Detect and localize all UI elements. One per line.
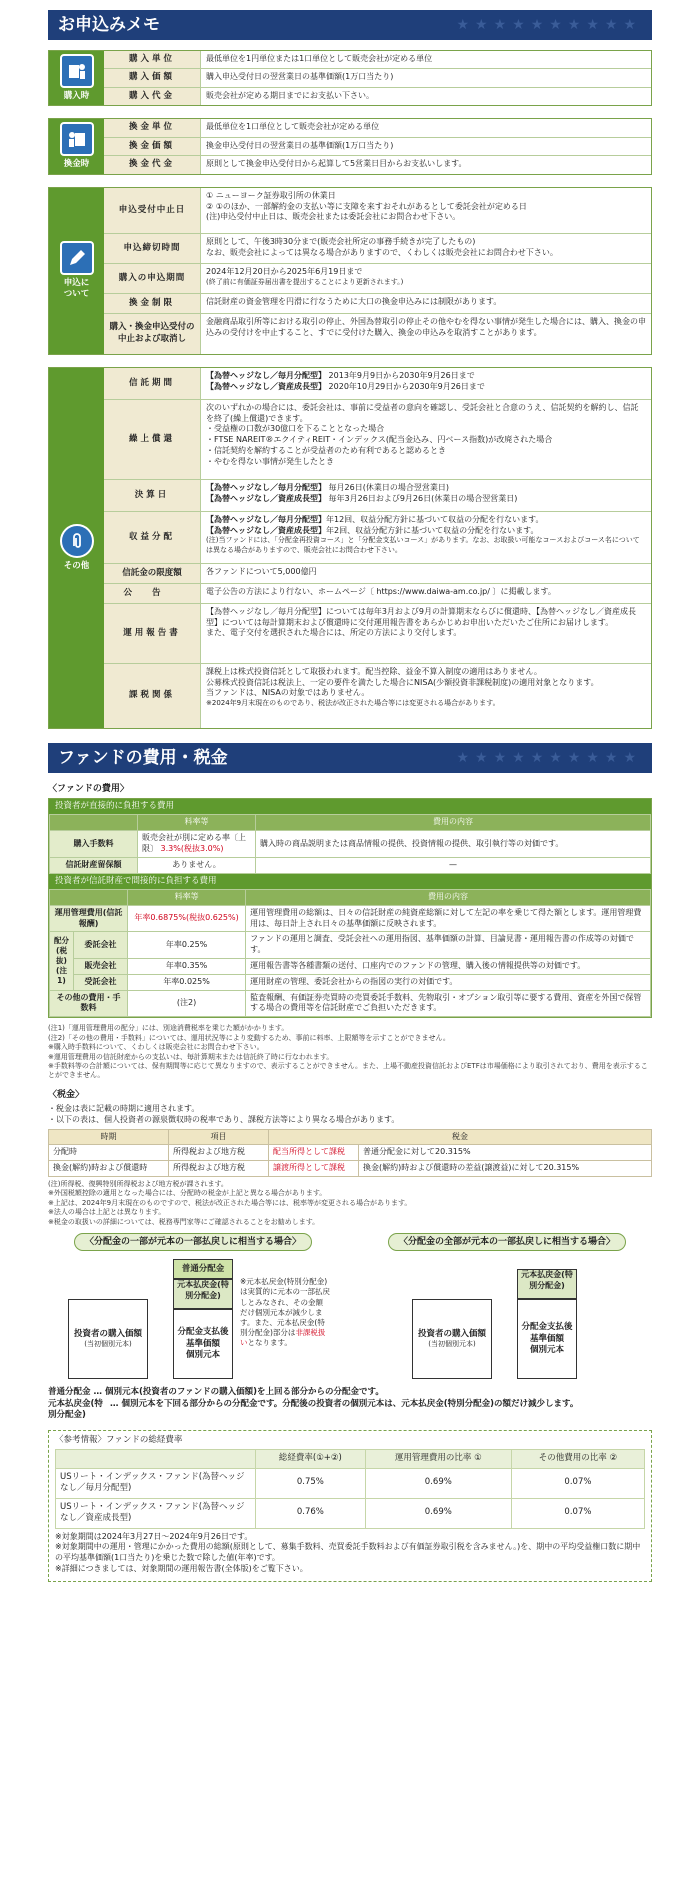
other-row: 決算日 【為替ヘッジなし／毎月分配型】 毎月26日(休業日の場合翌営業日) 【為替ヘッジなし／資産成長型】 毎年3月26日および9月26日(休業日の場合翌営業日) [104,480,651,512]
apply-row: 申込受付中止日 ① ニューヨーク証券取引所の休業日 ② ①のほか、一部解約金の支払い等に支障を来すおそれがあるとして委託会社が定める日 (注)申込受付中止日は、販売会社または委託会社にお問合わせ下さい。 [104,188,651,234]
memo-title: お申込みメモ [58,15,160,35]
other-row: 運用報告書 【為替ヘッジなし／毎月分配型】については毎年3月および9月の計算期末ならびに償還時、【為替ヘッジなし／資産成長型】については毎計算期末および償還時に交付運用報告書をあらかじめお申出いただいたご住所にお届けします。 また、電子交付を選択された場合には、所定の方法により交付します。 [104,604,651,664]
cost-table: 投資者が直接的に負担する費用 料率等 費用の内容 購入手数料 販売会社が別に定める率〔上限〕 3.3%(税抜3.0%) 購入時の商品説明または商品情報の提供、投資情報の提供、取引執行等の対価です。 信託財産留保額 ありません。 — 投資者が信託財産で間接的に負担する費用 料率等 費用の内容 運用管理費用(信託報酬) 年率0.6875%(税抜0.625%) 運用管理費用の総額は、日々の信託財産の純資産総額に対して左記の率を乗じて得た額とします。運用管理費用は、毎日計上され日々の基準価額に反映されます。 配分(税抜)(注1) 委託会社 年率0.25% ファンドの運用と調査、受託会社への運用指図、基準価額の計算、目論見書・運用報告書の作成等の対価です。 販売会社 年率0.35% 運用報告書等各種書類の送付、口座内でのファンドの管理、購入後の情報提供等の対価です。 受託会社 年率0.025% 運用財産の管理、委託会社からの指図の実行の対価です。 その他の費用・手数料 (注2) 監査報酬、有価証券売買時の売買委託手数料、先物取引・オプション取引等に要する費用、資産を外国で保管する場合の費用等を信託財産でご負担いただきます。 [48,798,652,1018]
diagram-left: 〈分配金の一部が元本の一部払戻しに相当する場合〉 投資者の購入価額 (当初個別元本) 普通分配金 元本払戻金(特別分配金) 分配金支払後 基準価額 個別元本 ※元本払戻金(特別分配金)は実質的に元本の一部払戻しとみなされ、その金額だけ個別元本が減少します。また、元本払戻金(特別分配金)部分は非課税扱いとなります。 [48,1233,338,1379]
purchase-row: 購入価額 購入申込受付日の翌営業日の基準価額(1万口当たり) [104,69,651,87]
fee-notes: (注1)「運用管理費用の配分」には、別途消費税率を乗じた額がかかります。 (注2)「その他の費用・手数料」については、運用状況等により変動するため、事前に料率、上限額等を示すことができません。 ※購入時手数料について、くわしくは販売会社にお問合わせ下さい。 ※運用管理費用の信託財産からの支払いは、毎計算期末または信託終了時に行なわれます。 ※手数料等の合計額については、保有期間等に応じて異なりますので、表示することができません。また、上場不動産投資信託およびETFは市場価格により取引されており、費用を表示することができません。 [48,1024,648,1080]
table-row: USリート・インデックス・ファンド(為替ヘッジなし／資産成長型) 0.76% 0.69% 0.07% [56,1498,645,1528]
normal-distribution-box: 普通分配金 [173,1259,233,1279]
diagram-right: 〈分配金の全部が元本の一部払戻しに相当する場合〉 投資者の購入価額 (当初個別元本) 元本払戻金(特別分配金) 分配金支払後 基準価額 個別元本 [362,1233,652,1379]
fees-subtitle: 〈ファンドの費用〉 [48,783,129,794]
table-row: 運用管理費用(信託報酬) 年率0.6875%(税抜0.625%) 運用管理費用の総額は、日々の信託財産の純資産総額に対して左記の率を乗じて得た額とします。運用管理費用は、毎日計上され日々の基準価額に反映されます。 [50,905,651,932]
redeem-icon [60,122,94,156]
refund-box: 元本払戻金(特別分配金) [517,1269,577,1299]
reference-box: 〈参考情報〉ファンドの総経費率 総経費率(①+②) 運用管理費用の比率 ① その他費用の比率 ② USリート・インデックス・ファンド(為替ヘッジなし／毎月分配型) 0.75% 0.69% 0.07% USリート・インデックス・ファンド(為替ヘッジなし／資産成長型) 0.76% 0.69% 0.07% ※対象期間は2024年3月27日～2024年9月26日です。 ※対象期間中の運用・管理にかかった費用の総額(原則として、募集手数料、売買委託手数料および有価証券取引税を含みません。)を、期中の平均受益権口数に期中の平均基準価額(1口当たり)を乗じた数で除した値(年率)です。 ※詳細につきましては、対象期間の運用報告書(全体版)をご覧下さい。 [48,1430,652,1582]
refund-note: ※元本払戻金(特別分配金)は実質的に元本の一部払戻しとみなされ、その金額だけ個別元本が減少します。また、元本払戻金(特別分配金)部分は非課税扱いとなります。 [240,1277,330,1348]
redeem-row: 換金価額 換金申込受付日の翌営業日の基準価額(1万口当たり) [104,138,651,156]
apply-group: 申込に ついて 申込受付中止日 ① ニューヨーク証券取引所の休業日 ② ①のほか、一部解約金の支払い等に支障を来すおそれがあるとして委託会社が定める日 (注)申込受付中止日は、販売会社または委託会社にお問合わせ下さい。 申込締切時間 原則として、午後3時30分まで(販売会社所定の事務手続きが完了したもの) なお、販売会社によっては異なる場合がありますので、くわしくは販売会社にお問合わせ下さい。 購入の申込期間 2024年12月20日から2025年6月19日まで (終了前に有価証券届出書を提出することにより更新されます。) 換金制限 信託財産の資金管理を円滑に行なうために大口の換金申込みには制限があります。 購入・換金申込受付の中止および取消し 金融商品取引所等における取引の停止、外国為替取引の停止その他やむを得ない事情が発生した場合には、購入、換金の申込みの受付けを中止すること、すでに受付けた購入、換金の申込みを取消すことがあります。 [48,187,652,355]
pen-icon [60,241,94,275]
apply-row: 購入・換金申込受付の中止および取消し 金融商品取引所等における取引の停止、外国為替取引の停止その他やむを得ない事情が発生した場合には、購入、換金の申込みの受付けを中止すること、すでに受付けた購入、換金の申込みを取消すことがあります。 [104,314,651,354]
fees-title: ファンドの費用・税金 [58,747,228,768]
apply-row: 購入の申込期間 2024年12月20日から2025年6月19日まで (終了前に有価証券届出書を提出することにより更新されます。) [104,264,651,294]
other-row: 信託金の限度額 各ファンドについて5,000億円 [104,564,651,584]
table-row: 購入手数料 販売会社が別に定める率〔上限〕 3.3%(税抜3.0%) 購入時の商品説明または商品情報の提供、投資情報の提供、取引執行等の対価です。 [50,831,651,858]
purchase-row: 購入代金 販売会社が定める期日までにお支払い下さい。 [104,88,651,105]
redeem-row: 換金代金 原則として換金申込受付日から起算して5営業日目からお支払いします。 [104,156,651,173]
table-row: その他の費用・手数料 (注2) 監査報酬、有価証券売買時の売買委託手数料、先物取引・オプション取引等に要する費用、資産を外国で保管する場合の費用等を信託財産でご負担いただきます。 [50,990,651,1017]
tax-notes: (注)所得税、復興特別所得税および地方税が課されます。 ※外国税額控除の適用となった場合には、分配時の税金が上記と異なる場合があります。 ※上記は、2024年9月末現在のものですので、税法が改正された場合等には、税率等が変更される場合があります。 ※法人の場合は上記とは異なります。 ※税金の取扱いの詳細については、税務専門家等にご確認されることをお勧めします。 [48,1180,412,1226]
other-row: 繰上償還 次のいずれかの場合には、委託会社は、事前に受益者の意向を確認し、受託会社と合意のうえ、信託契約を解約し、信託を終了(繰上償還)できます。 ・受益権の口数が30億口を下ることとなった場合 ・FTSE NAREIT®エクイティREIT・インデックス(配当金込み、円ベース指数)が改廃された場合 ・信託契約を解約することが受益者のため有利であると認めるとき ・やむを得ない事情が発生したとき [104,400,651,480]
fees-banner: ファンドの費用・税金 ★★★★★★★★★★ [48,743,652,773]
redeem-row: 換金単位 最低単位を1口単位として販売会社が定める単位 [104,119,651,137]
purchase-icon [60,54,94,88]
purchase-price-bar: 投資者の購入価額 (当初個別元本) [68,1299,148,1379]
purchase-row: 購入単位 最低単位を1円単位または1口単位として販売会社が定める単位 [104,51,651,69]
purchase-group: 購入時 購入単位 最低単位を1円単位または1口単位として販売会社が定める単位 購入価額 購入申込受付日の翌営業日の基準価額(1万口当たり) 購入代金 販売会社が定める期日までにお支払い下さい。 [48,50,652,106]
table-row: 換金(解約)時および償還時 所得税および地方税 譲渡所得として課税 換金(解約)時および償還時の差益(譲渡益)に対して20.315% [49,1161,652,1177]
apply-row: 申込締切時間 原則として、午後3時30分まで(販売会社所定の事務手続きが完了したもの) なお、販売会社によっては異なる場合がありますので、くわしくは販売会社にお問合わせ下さい。 [104,234,651,264]
after-distribution-bar: 分配金支払後 基準価額 個別元本 [173,1309,233,1379]
table-row: USリート・インデックス・ファンド(為替ヘッジなし／毎月分配型) 0.75% 0.69% 0.07% [56,1468,645,1498]
other-row: 収益分配 【為替ヘッジなし／毎月分配型】年12回、収益分配方針に基づいて収益の分配を行ないます。 【為替ヘッジなし／資産成長型】年2回、収益分配方針に基づいて収益の分配を行ないます。 (注)当ファンドには、「分配金再投資コース」と「分配金支払いコース」があります。なお、お取扱い可能なコースおよびコース名については異なる場合がありますので、販売会社にお問合わせ下さい。 [104,512,651,564]
table-row: 信託財産留保額 ありません。 — [50,857,651,873]
after-distribution-bar: 分配金支払後 基準価額 個別元本 [517,1299,577,1379]
memo-banner: お申込みメモ ★★★★★★★★★★ [48,10,652,40]
other-row: 信託期間 【為替ヘッジなし／毎月分配型】 2013年9月9日から2030年9月26日まで 【為替ヘッジなし／資産成長型】 2020年10月29日から2030年9月26日まで [104,368,651,400]
table-row: 販売会社 年率0.35% 運用報告書等各種書類の送付、口座内でのファンドの管理、購入後の情報提供等の対価です。 [50,959,651,975]
paperclip-icon [60,524,94,558]
purchase-price-bar: 投資者の購入価額 (当初個別元本) [412,1299,492,1379]
tax-table: 時期 項目 税金 分配時 所得税および地方税 配当所得として課税 普通分配金に対して20.315% 換金(解約)時および償還時 所得税および地方税 譲渡所得として課税 換金(解約)時および償還時の差益(譲渡益)に対して20.315% [48,1129,652,1177]
refund-box: 元本払戻金(特別分配金) [173,1279,233,1309]
tax-subtitle: 〈税金〉 [48,1089,85,1100]
diagram-definitions: 普通分配金 … 個別元本(投資者のファンドの購入価額)を上回る部分からの分配金です。 元本払戻金(特別分配金) … 個別元本を下回る部分からの分配金です。分配後の投資者の個別元本は、元本払戻金(特別分配金)の額だけ減少します。 [48,1387,579,1421]
distribution-diagram [48,1233,652,1379]
redeem-group: 換金時 換金単位 最低単位を1口単位として販売会社が定める単位 換金価額 換金申込受付日の翌営業日の基準価額(1万口当たり) 換金代金 原則として換金申込受付日から起算して5営業日目からお支払いします。 [48,118,652,174]
other-row: 公告 電子公告の方法により行ない、ホームページ〔 https://www.daiwa-am.co.jp/ 〕に掲載します。 [104,584,651,604]
apply-row: 換金制限 信託財産の資金管理を円滑に行なうために大口の換金申込みには制限があります。 [104,294,651,314]
table-row: 受託会社 年率0.025% 運用財産の管理、委託会社からの指図の実行の対価です。 [50,974,651,990]
other-group: その他 信託期間 【為替ヘッジなし／毎月分配型】 2013年9月9日から2030年9月26日まで 【為替ヘッジなし／資産成長型】 2020年10月29日から2030年9月26日まで 繰上償還 次のいずれかの場合には、委託会社は、事前に受益者の意向を確認し、受託会社と合意のうえ、信託契約を解約し、信託を終了(繰上償還)できます。 ・受益権の口数が30億口を下ることとなった場合 ・FTSE NAREIT®エクイティREIT・インデックス(配当金込み、円ベース指数)が改廃された場合 ・信託契約を解約することが受益者のため有利であると認めるとき ・やむを得ない事情が発生したとき 決算日 【為替ヘッジなし／毎月分配型】 毎月26日(休業日の場合翌営業日) 【為替ヘッジなし／資産成長型】 毎年3月26日および9月26日(休業日の場合翌営業日) 収益分配 【為替ヘッジなし／毎月分配型】年12回、収益分配方針に基づいて収益の分配を行ないます。 【為替ヘッジなし／資産成長型】年2回、収益分配方針に基づいて収益の分配を行ないます。 (注)当ファンドには、「分配金再投資コース」と「分配金支払いコース」があります。なお、お取扱い可能なコースおよびコース名については異なる場合がありますので、販売会社にお問合わせ下さい。 信託金の限度額 各ファンドについて5,000億円 公告 電子公告の方法により行ない、ホームページ〔 https://www.daiwa-am.co.jp/ 〕に掲載します。 運用報告書 【為替ヘッジなし／毎月分配型】については毎年3月および9月の計算期末ならびに償還時、【為替ヘッジなし／資産成長型】については毎計算期末および償還時に交付運用報告書をあらかじめお申出いただいたご住所にお届けします。 また、電子交付を選択された場合には、所定の方法により交付します。 課税関係 課税上は株式投資信託として取扱われます。配当控除、益金不算入制度の適用はありません。 公募株式投資信託は税法上、一定の要件を満たした場合にNISA(少額投資非課税制度)の適用対象となります。 当ファンドは、NISAの対象ではありません。 ※2024年9月末現在のものであり、税法が改正された場合等には変更される場合があります。 [48,367,652,729]
table-row: 配分(税抜)(注1) 委託会社 年率0.25% ファンドの運用と調査、受託会社への運用指図、基準価額の計算、目論見書・運用報告書の作成等の対価です。 [50,932,651,959]
reference-title: 〈参考情報〉ファンドの総経費率 [55,1434,183,1445]
table-row: 分配時 所得税および地方税 配当所得として課税 普通分配金に対して20.315% [49,1145,652,1161]
other-row: 課税関係 課税上は株式投資信託として取扱われます。配当控除、益金不算入制度の適用はありません。 公募株式投資信託は税法上、一定の要件を満たした場合にNISA(少額投資非課税制度)の適用対象となります。 当ファンドは、NISAの対象ではありません。 ※2024年9月末現在のものであり、税法が改正された場合等には変更される場合があります。 [104,664,651,728]
